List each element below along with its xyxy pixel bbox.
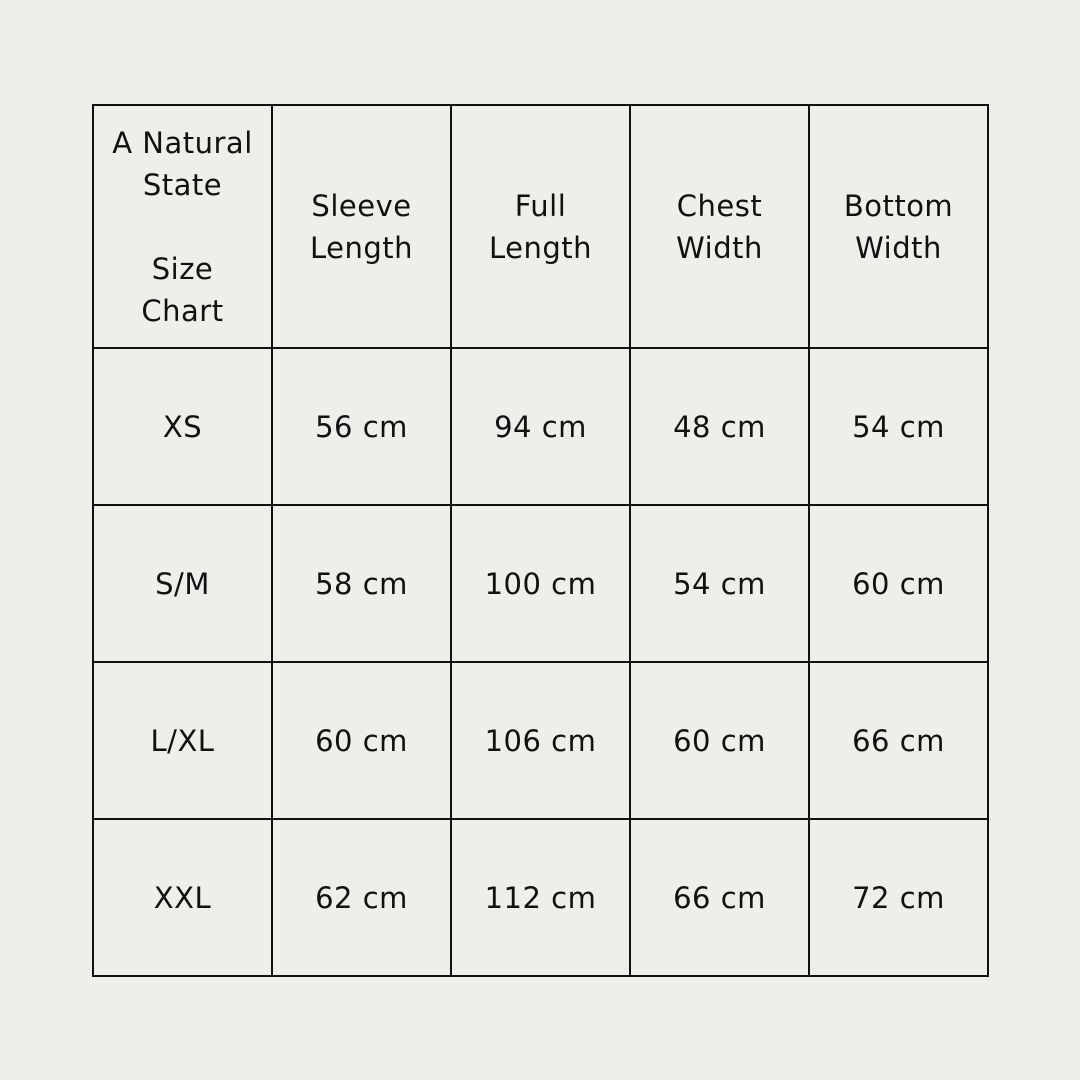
chest-width-cell: 66 cm <box>630 819 809 976</box>
size-label-cell: XS <box>93 348 272 505</box>
size-label-cell: L/XL <box>93 662 272 819</box>
column-header-sleeve-length <box>272 105 451 348</box>
bottom-width-cell: 60 cm <box>809 505 988 662</box>
bottom-width-cell: 72 cm <box>809 819 988 976</box>
table-row-xs <box>93 348 988 505</box>
column-header-line-2: Width <box>855 230 942 265</box>
column-header-line-1: Chest <box>676 188 763 223</box>
table-row-xxl <box>93 819 988 976</box>
full-length-cell: 94 cm <box>451 348 630 505</box>
column-header-line-2: Length <box>309 230 414 265</box>
size-chart-table <box>92 104 989 977</box>
table-row-l-xl <box>93 662 988 819</box>
column-header-chest-width <box>630 105 809 348</box>
size-label-cell: XXL <box>93 819 272 976</box>
column-header-line-1: Sleeve <box>311 188 412 223</box>
corner-header-cell <box>93 105 272 348</box>
full-length-cell: 112 cm <box>451 819 630 976</box>
column-header-line-2: Length <box>488 230 593 265</box>
brand-line-2: State <box>142 167 223 202</box>
chest-width-cell: 54 cm <box>630 505 809 662</box>
header-row <box>93 105 988 348</box>
column-header-line-1: Full <box>514 188 567 223</box>
title-line-2: Chart <box>141 293 224 328</box>
title-line-1: Size <box>151 251 214 286</box>
chest-width-cell: 48 cm <box>630 348 809 505</box>
sleeve-length-cell: 56 cm <box>272 348 451 505</box>
chest-width-cell: 60 cm <box>630 662 809 819</box>
column-header-bottom-width <box>809 105 988 348</box>
sleeve-length-cell: 62 cm <box>272 819 451 976</box>
column-header-line-1: Bottom <box>843 188 954 223</box>
full-length-cell: 100 cm <box>451 505 630 662</box>
sleeve-length-cell: 58 cm <box>272 505 451 662</box>
sleeve-length-cell: 60 cm <box>272 662 451 819</box>
size-label-cell: S/M <box>93 505 272 662</box>
table-row-s-m <box>93 505 988 662</box>
column-header-line-2: Width <box>676 230 763 265</box>
column-header-full-length <box>451 105 630 348</box>
brand-line-1: A Natural <box>112 125 253 160</box>
bottom-width-cell: 54 cm <box>809 348 988 505</box>
corner-spacer <box>94 206 271 248</box>
bottom-width-cell: 66 cm <box>809 662 988 819</box>
full-length-cell: 106 cm <box>451 662 630 819</box>
